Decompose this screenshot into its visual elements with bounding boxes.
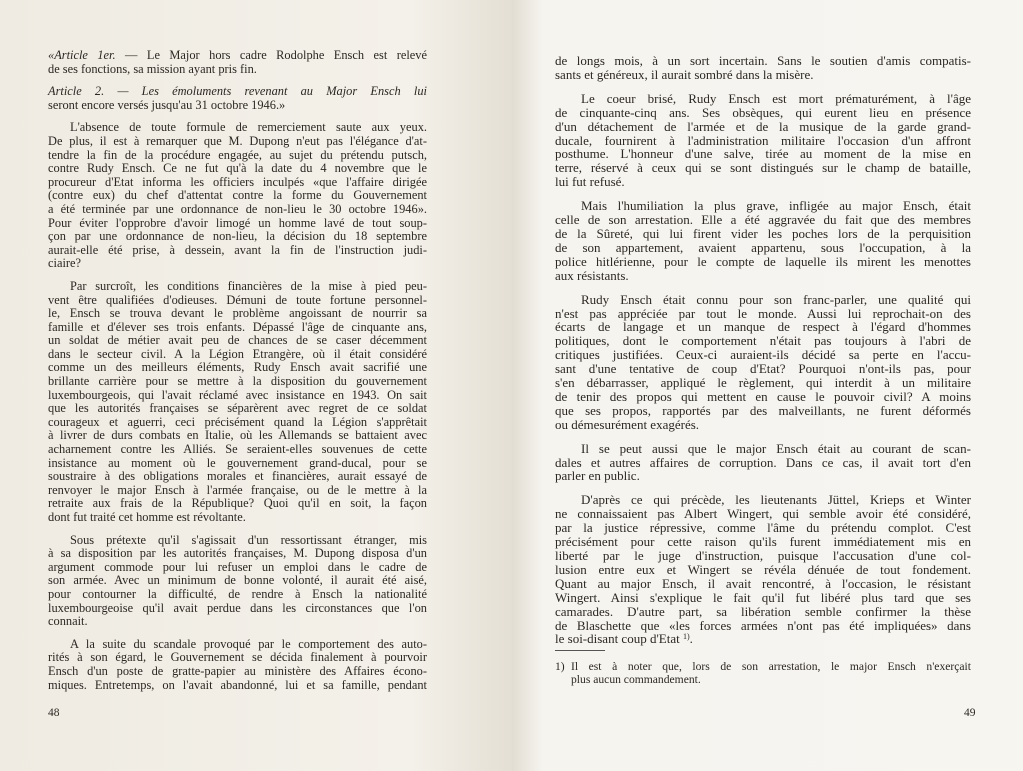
text-line [48, 149, 427, 163]
text: plus aucun commandement. [571, 672, 701, 686]
text-line [555, 507, 971, 521]
text-line: le soi-disant coup d'Etat $^{1)}$. [555, 631, 693, 647]
text: d'un détachement de l'armée et de la musique de la garde grand- [555, 118, 971, 134]
text: argument commode pour lui refuser un emploi dans le cadre de [48, 559, 427, 574]
text-line [555, 92, 971, 106]
text: De plus, il est à remarquer que M. Dupong n'eut pas l'élégance d'at- [48, 133, 427, 148]
text-line [555, 320, 971, 334]
paragraph [555, 293, 971, 432]
footnote-reference: 1) [682, 632, 690, 642]
paragraph [48, 534, 427, 629]
text-line [555, 390, 971, 404]
italic-text: «Article 1er. [48, 48, 116, 62]
text-line [555, 120, 971, 134]
text-line [48, 443, 427, 457]
text-line [48, 85, 427, 99]
paragraph [555, 92, 971, 189]
text-line [48, 162, 427, 176]
text: dans le secteur civil. A la Légion Etrangère, où il était considéré [48, 346, 427, 361]
text-line [48, 484, 427, 498]
text: A la suite du scandale provoqué par le comportement des auto- [70, 636, 427, 651]
text: miques. Entretemps, on l'avait abandonné, lui et sa famille, pendant [48, 677, 427, 692]
text-line [555, 563, 971, 577]
text-line [48, 321, 427, 335]
text-line [555, 227, 971, 241]
text-line [48, 280, 427, 294]
text: un soldat de métier avait peu de chances de se caser décemment [48, 333, 427, 348]
text-line [48, 203, 427, 217]
paragraph [48, 85, 427, 112]
text: renvoyer le major Ensch à l'armée française, ou de le mettre à la [48, 482, 427, 497]
text: retraite aux frais de la République? Quoi qu'il en soit, la façon [48, 496, 427, 511]
text-line [48, 561, 427, 575]
text: rités à son égard, le Gouvernement se décida finalement à pourvoir [48, 650, 427, 665]
italic-text: Article 2. — Les émoluments revenant au Major Ensch lui [48, 84, 427, 99]
text-line [48, 49, 427, 63]
text-line [48, 402, 427, 416]
text: seront encore versés jusqu'au 31 octobre 1946.» [48, 97, 286, 112]
page-number: 48 [48, 707, 60, 719]
text: aux résistants. [555, 267, 629, 283]
text: ne connaissaient pas Albert Wingert, qui semble avoir été considéré, [555, 506, 971, 522]
text-line [555, 549, 971, 563]
text: de la Sûreté, qui lui firent vider les poches lors de la perquisition [555, 225, 971, 241]
text: de cinquante-cinq ans. Ses obsèques, qui eurent lieu en présence [555, 104, 971, 120]
text-line [48, 547, 427, 561]
text: lusion entre eux et Wingert se révéla dénuée de tout fondement. [555, 561, 971, 577]
text: lui fut refusé. [555, 174, 625, 190]
text: — Le Major hors cadre Rodolphe Ensch est relevé [115, 48, 427, 62]
text-line [555, 442, 971, 456]
text-line [555, 293, 971, 307]
text-line [555, 269, 971, 283]
text: tendre la fin de la procédure engagée, au sujet du prétendu putsch, [48, 147, 427, 162]
text-line [48, 429, 427, 443]
text: précisément pour cette raison qu'ils furent immédiatement mis en [555, 534, 971, 550]
text-line [48, 135, 427, 149]
text: s'en débarrasser, appliqué le règlement, qui interdit à un militaire [555, 375, 971, 391]
text: terre, réservé à ceux qui se sont distingués sur le champ de bataille, [555, 160, 971, 176]
text: Rudy Ensch était connu pour son franc-parler, une qualité qui [581, 291, 971, 307]
text-line [48, 588, 427, 602]
text-line [555, 334, 971, 348]
text: celle de son arrestation. Elle a été aggravée du fait que des membres [555, 212, 971, 228]
text: connait. [48, 614, 88, 629]
text-line [555, 147, 971, 161]
text-line [555, 161, 971, 175]
text: ciaire? [48, 256, 82, 271]
text: liberté par le juge d'instruction, puisque l'accusation d'une col- [555, 548, 971, 563]
text-line [48, 257, 427, 271]
text: Wingert. Ainsi s'explique le fait qu'il fut libéré plus tard que ses [555, 589, 971, 605]
text: de longs mois, à un sort incertain. Sans le soutien d'amis compatis- [555, 53, 971, 68]
paragraph [48, 121, 427, 271]
right-page-text [555, 54, 971, 656]
text-line [555, 493, 971, 507]
text: à sa disposition par les autorités françaises, M. Dupong disposa d'un [48, 546, 427, 561]
text-line [555, 362, 971, 376]
paragraph [555, 493, 971, 646]
text: Par surcroît, les conditions financières de la mise à pied peu- [70, 278, 427, 293]
text-line [48, 63, 427, 77]
text: (contre eux) du chef d'attentat contre la forme du Gouvernement [48, 188, 427, 203]
text-line [555, 134, 971, 148]
text: que les autorités françaises se séparèrent avec regret de ce soldat [48, 401, 427, 416]
text-line [48, 294, 427, 308]
footnote-marker: 1) [555, 660, 565, 673]
text: procureur d'Etat informa les officiers inculpés «que l'affaire dirigée [48, 174, 427, 189]
text-line [48, 244, 427, 258]
right-page [512, 0, 1023, 771]
text: parler en public. [555, 468, 640, 484]
text: Pour éviter l'opprobre d'avoir limogé un homme lavé de tout soup- [48, 215, 427, 230]
text: ou démesurément exagérés. [555, 416, 700, 432]
text: n'est pas appréciée par tout le monde. Aussi lui reprochait-on des [555, 305, 971, 321]
text-line [48, 176, 427, 190]
text-line [48, 416, 427, 430]
text: sant d'une tentative de coup d'Etat? Pourquoi n'ont-ils pas, pour [555, 361, 971, 377]
text: brillante carrière pour se mettre à la disposition du gouvernement [48, 374, 427, 389]
text-line [48, 665, 427, 679]
text: sants et généreux, il aurait sombré dans la misère. [555, 66, 814, 82]
text: D'après ce qui précède, les lieutenants Jüttel, Krieps et Winter [581, 492, 971, 508]
text: Mais l'humiliation la plus grave, infligée au major Ensch, était [581, 198, 971, 214]
text: vent être qualifiées d'odieuses. Démuni de toute fortune personnel- [48, 292, 427, 307]
text: police hitlérienne, pour le compte de laquelle ils mirent les menottes [555, 253, 971, 269]
text: Le coeur brisé, Rudy Ensch est mort prématurément, à l'âge [581, 90, 971, 106]
text: famille et d'élever ses trois enfants. Dépassé l'âge de cinquante ans, [48, 319, 427, 334]
text: le, Ensch se trouva devant le problème angoissant de nourrir sa [48, 306, 427, 321]
text: dales et autres affaires de corruption. Dans ce cas, il avait tort d'en [555, 454, 971, 470]
text: à livrer de durs combats en Italie, où les Allemands se battaient avec [48, 428, 427, 443]
text: critiques justifiées. Ceux-ci auraient-ils décidé sa perte en l'accu- [555, 347, 971, 363]
text: a été terminée par une ordonnance de non-lieu le 30 octobre 1946». [48, 201, 427, 216]
text: Ensch d'un poste de gratte-papier au ministère des Affaires écono- [48, 663, 427, 678]
text-line [48, 679, 427, 693]
text: camarades. D'autre part, sa libération semble confirmer la thèse [555, 603, 971, 619]
text: posthume. L'honneur d'une salve, tirée au moment de la mise en [555, 146, 971, 162]
text-line [555, 213, 971, 227]
text: comme un des meilleurs éléments, Rudy Ensch avait sacrifié une [48, 360, 427, 375]
text-line [48, 651, 427, 665]
paragraph [48, 280, 427, 525]
text: L'absence de toute formule de remerciement saute aux yeux. [70, 120, 427, 135]
text-line [48, 638, 427, 652]
text: Sous prétexte qu'il s'agissait d'un ressortissant étranger, mis [70, 532, 427, 547]
text-line [555, 577, 971, 591]
text-line [555, 404, 971, 418]
footnote-line [555, 674, 971, 687]
text-line [48, 375, 427, 389]
text-line [555, 175, 971, 189]
text-line [48, 307, 427, 321]
text-line [48, 497, 427, 511]
text-line [48, 470, 427, 484]
text: luxembourgeoise qu'il avait perdue dans les circonstances que l'on [48, 600, 427, 615]
text-line [48, 217, 427, 231]
text-line [48, 511, 427, 525]
paragraph [48, 49, 427, 76]
text: courageux et aguerri, ceci précisément quand la Légion s'apprêtait [48, 414, 427, 429]
footnote-divider [555, 650, 605, 651]
page-number: 49 [964, 707, 976, 719]
text-line [555, 456, 971, 470]
text-line [48, 189, 427, 203]
text-line [555, 199, 971, 213]
text: soustraire à des obligations morales et financières, aurait essayé de [48, 469, 427, 484]
footnote [555, 661, 971, 686]
text: de son appartement, avaient appartenu, sous l'occupation, à la [555, 239, 971, 255]
text-line [555, 68, 971, 82]
text-line [48, 534, 427, 548]
text-line [555, 521, 971, 535]
text: luxembourgeois, qui l'avait réclamé avec insistance en 1943. On sait [48, 387, 427, 402]
text: de tenir des propos qui mettent en cause le pouvoir civil? A moins [555, 388, 971, 404]
text-line [555, 469, 971, 483]
text-line [48, 348, 427, 362]
text: son armée. Avec un minimum de bonne volonté, il aurait été aisé, [48, 573, 427, 588]
text-line [555, 54, 971, 68]
text: politiques, dont le comportement n'était pas toujours à l'abri de [555, 333, 971, 349]
text-line [555, 106, 971, 120]
text-line [555, 307, 971, 321]
paragraph [48, 638, 427, 692]
text-line [48, 602, 427, 616]
text-line [48, 574, 427, 588]
text: ducale, fournirent à l'administration militaire l'occasion d'un affront [555, 132, 971, 148]
paragraph [555, 442, 971, 484]
paragraph [555, 199, 971, 282]
text: par la justice répressive, comme l'âme du prétendu complot. C'est [555, 520, 971, 536]
text: pour contourner la difficulté, de rendre à Ensch la nationalité [48, 586, 427, 601]
text-line [555, 535, 971, 549]
text-line [48, 334, 427, 348]
text-line [555, 241, 971, 255]
text-line [48, 615, 427, 629]
text-line [555, 376, 971, 390]
paragraph [555, 54, 971, 82]
text: de Blaschette que «les forces armées n'ont pas été impliquées» dans [555, 617, 971, 633]
text-line [555, 619, 971, 633]
text: dont fut traité cet homme est révoltante. [48, 510, 246, 524]
text-line [555, 591, 971, 605]
text-line [48, 457, 427, 471]
text: que ses propos, rapportés par des malveillants, ne furent déformés [555, 402, 971, 418]
text-line [48, 230, 427, 244]
text: aurait-elle été prise, à dessein, avant la fin de l'instruction judi- [48, 242, 427, 257]
text: le soi-disant coup d'Etat [555, 631, 680, 647]
text-line [48, 99, 427, 113]
text-line [555, 418, 971, 432]
text-line [48, 121, 427, 135]
text-line [48, 361, 427, 375]
text-line [555, 255, 971, 269]
text: écarts de langage et un manque de respect à l'égard d'hommes [555, 319, 971, 335]
text: Il se peut aussi que le major Ensch était au courant de scan- [581, 440, 971, 456]
text: insistance au moment où le gouvernement grand-ducal, pour se [48, 455, 427, 470]
text: acharnement contre les Alliés. Se seraient-elles souvenues de cette [48, 442, 427, 457]
text-line [555, 348, 971, 362]
left-page-text [48, 49, 427, 701]
text-line [555, 605, 971, 619]
text: Quant au major Ensch, il avait rencontré, à l'occasion, le résistant [555, 575, 971, 591]
text: de ses fonctions, sa mission ayant pris fin. [48, 61, 257, 76]
text: çon par une ordonnance de non-lieu, la décision du 18 septembre [48, 229, 427, 244]
text: contre Rudy Ensch. Ce ne fut qu'à la date du 4 novembre que le [48, 161, 427, 176]
text: Il est à noter que, lors de son arrestation, le major Ensch n'exerçait [571, 660, 971, 673]
text-line [48, 389, 427, 403]
